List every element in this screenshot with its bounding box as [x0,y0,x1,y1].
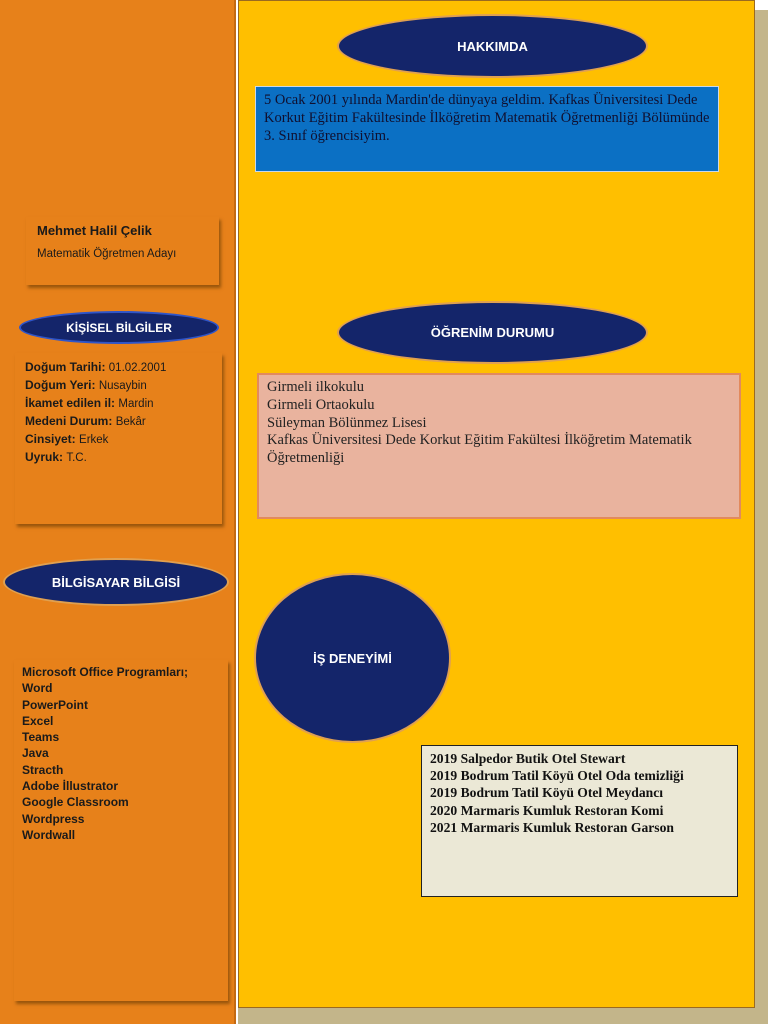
computer-skills-box [14,660,228,1001]
page-shadow-bottom [238,1008,768,1024]
birth-place-row: Doğum Yeri: Nusaybin [25,378,147,392]
skill-item: Wordwall [22,827,76,842]
experience-heading: İŞ DENEYİMİ [254,573,451,743]
skill-item: PowerPoint [22,697,89,712]
experience-item: 2019 Bodrum Tatil Köyü Otel Oda temizliği [430,768,684,784]
skill-item: Adobe İllustrator [22,779,119,794]
name-card [26,217,219,285]
skill-item: Stracth [22,762,64,777]
skill-item: Teams [22,730,60,745]
experience-item: 2019 Bodrum Tatil Köyü Otel Meydancı [430,785,663,801]
gender-row: Cinsiyet: Erkek [25,432,109,446]
education-item: Girmeli ilkokulu [267,379,365,395]
personal-info-box [15,353,222,524]
skill-item: Wordpress [22,811,85,826]
personal-info-heading: KİŞİSEL BİLGİLER [19,311,219,344]
skill-item: Google Classroom [22,795,129,810]
about-text: 5 Ocak 2001 yılında Mardin'de dünyaya geldim. Kafkas Üniversitesi Dede Korkut Eğitim Fakültesinde İlköğretim Matematik Öğretmenliği Bölümünde 3. Sınıf öğrencisiyim. [255,86,719,172]
skill-item: Excel [22,713,54,728]
person-name: Mehmet Halil Çelik [37,223,152,238]
computer-skills-heading: BİLGİSAYAR BİLGİSİ [3,558,229,606]
experience-box [421,745,738,897]
about-heading: HAKKIMDA [337,14,648,78]
skill-item: Java [22,746,49,761]
skill-item: Word [22,681,53,696]
nationality-row: Uyruk: T.C. [25,450,87,464]
education-heading: ÖĞRENİM DURUMU [337,301,648,364]
experience-item: 2021 Marmaris Kumluk Restoran Garson [430,819,674,835]
page-shadow-right [755,10,768,1024]
education-item: Girmeli Ortaokulu [267,396,375,413]
residence-row: İkamet edilen il: Mardin [25,396,154,410]
person-title: Matematik Öğretmen Adayı [37,248,177,260]
birth-date-row: Doğum Tarihi: 01.02.2001 [25,360,167,374]
education-item: Kafkas Üniversitesi Dede Korkut Eğitim Fakültesi İlköğretim Matematik Öğretmenliği [267,432,692,467]
education-item: Süleyman Bölünmez Lisesi [267,414,427,431]
education-box [257,373,741,519]
skill-item: Microsoft Office Programları; [22,665,189,679]
marital-status-row: Medeni Durum: Bekâr [25,414,146,428]
experience-item: 2019 Salpedor Butik Otel Stewart [430,751,626,766]
experience-item: 2020 Marmaris Kumluk Restoran Komi [430,802,664,818]
